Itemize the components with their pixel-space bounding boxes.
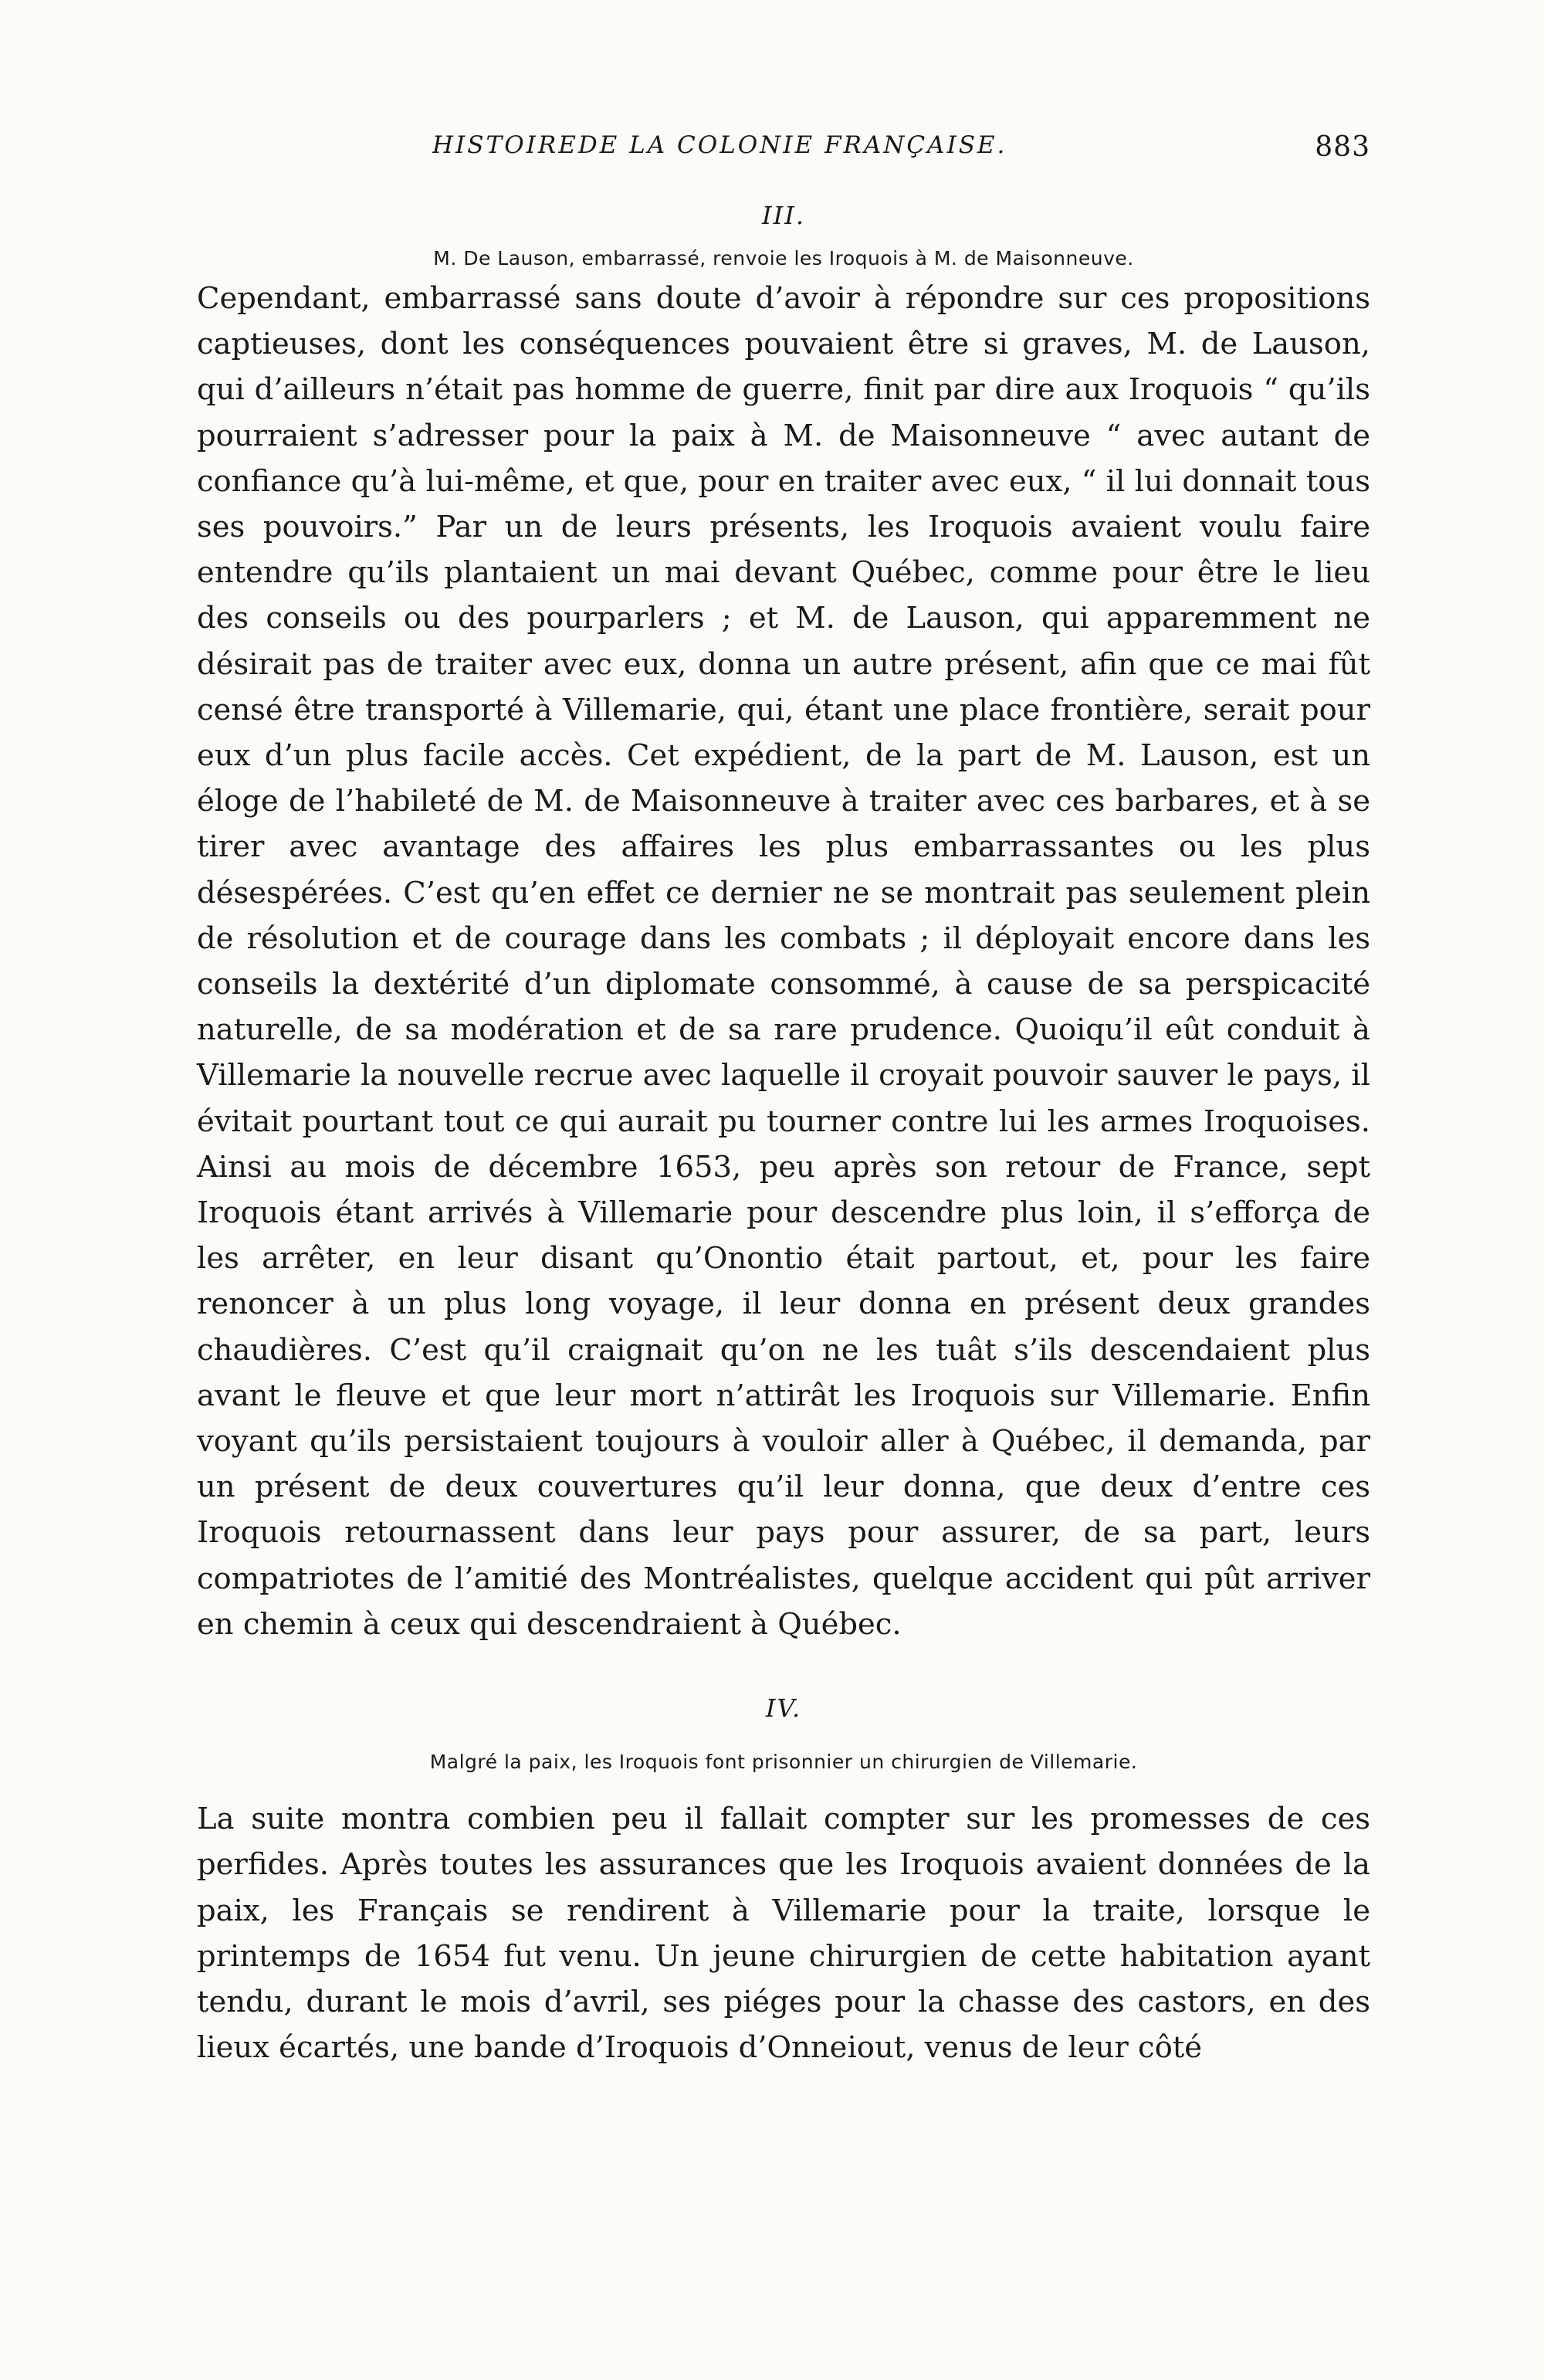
book-page [197, 131, 1370, 2070]
section-paragraph: La suite montra combien peu il fallait compter sur les promesses de ces perfides. Après toutes les assurances que les Iroquois avaient données de la paix, les Français se rendirent à Villemarie pour la traite, lorsque le printemps de 1654 fut venu. Un jeune chirurgien de cette habitation ayant tendu, durant le mois d’avril, ses piéges pour la chasse des castors, en des lieux écartés, une bande d’Iroquois d’Onneiout, venus de leur côté [197, 1802, 1370, 2066]
section-summary: M. De Lauson, embarrassé, renvoie les Iroquois à M. de Maisonneuve. [433, 247, 1134, 270]
section-iv [197, 1693, 1370, 2070]
section-number: IV. [765, 1693, 802, 1724]
section-number: III. [761, 201, 806, 230]
page-number: 883 [1315, 131, 1370, 163]
section-iii [197, 201, 1370, 1647]
section-paragraph: Cependant, embarrassé sans doute d’avoir à répondre sur ces propositions captieuses, dont les conséquences pouvaient être si graves, M. de Lauson, qui d’ailleurs n’était pas homme de guerre, finit par dire aux Iroquois “ qu’ils pourraient s’adresser pour la paix à M. de Maisonneuve “ avec autant de confiance qu’à lui-même, et que, pour en traiter avec eux, “ il lui donnait tous ses pouvoirs.” Par un de leurs présents, les Iroquois avaient voulu faire entendre qu’ils plantaient un mai devant Québec, comme pour être le lieu des conseils ou des pourparlers ; et M. de Lauson, qui apparemment ne désirait pas de traiter avec eux, donna un autre présent, afin que ce mai fût censé être transporté à Villemarie, qui, étant une place frontière, serait pour eux d’un plus facile accès. Cet expédient, de la part de M. Lauson, est un éloge de l’habileté de M. de Maisonneuve à traiter avec ces barbares, et à se tirer avec avantage des affaires les plus embarrassantes ou les plus désespérées. C’est qu’en effet ce dernier ne se montrait pas seulement plein de résolution et de courage dans les combats ; il déployait encore dans les conseils la dextérité d’un diplomate consommé, à cause de sa perspicacité naturelle, de sa modération et de sa rare prudence. Quoiqu’il eût conduit à Villemarie la nouvelle recrue avec laquelle il croyait pouvoir sauver le pays, il évitait pourtant tout ce qui aurait pu tourner contre lui les armes Iroquoises. Ainsi au mois de décembre 1653, peu après son retour de France, sept Iroquois étant arrivés à Villemarie pour descendre plus loin, il s’efforça de les arrêter, en leur disant qu’Onontio était partout, et, pour les faire renoncer à un plus long voyage, il leur donna en présent deux grandes chaudières. C’est qu’il craignait qu’on ne les tuât s’ils descendaient plus avant le fleuve et que leur mort n’attirât les Iroquois sur Villemarie. Enfin voyant qu’ils persistaient toujours à vouloir aller à Québec, il demanda, par un présent de deux couvertures qu’il leur donna, que deux d’entre ces Iroquois retournassent dans leur pays pour assurer, de sa part, leurs compatriotes de l’amitié des Montréalistes, quelque accident qui pût arriver en chemin à ceux qui descendraient à Québec. [197, 281, 1370, 1642]
section-summary: Malgré la paix, les Iroquois font prisonnier un chirurgien de Villemarie. [429, 1751, 1138, 1774]
running-head [197, 131, 1370, 178]
running-title: HISTOIREDE LA COLONIE FRANÇAISE. [432, 131, 1007, 159]
